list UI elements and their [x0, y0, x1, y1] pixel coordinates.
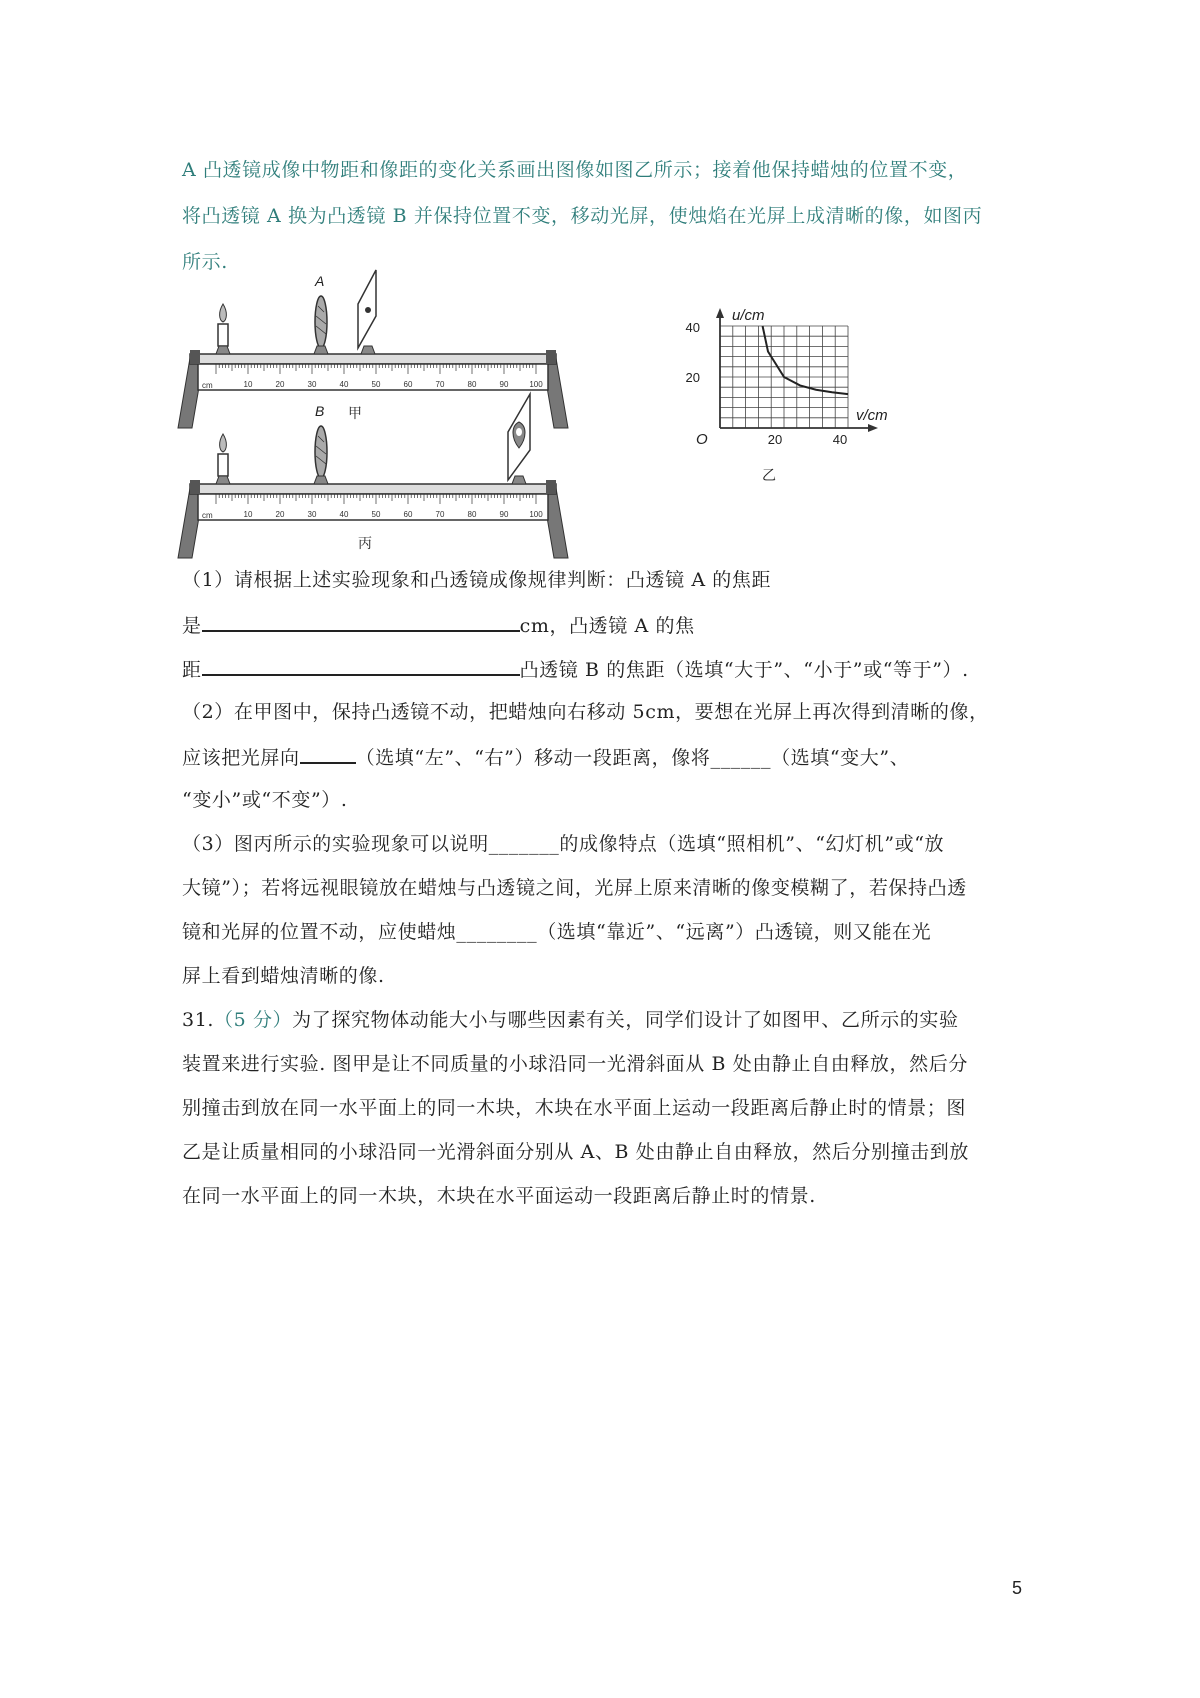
ruler-jia-tick-label: 50	[371, 380, 381, 389]
page-number: 5	[1012, 1578, 1023, 1598]
caption-jia: 甲	[348, 405, 362, 421]
ruler-unit-jia: cm	[202, 381, 213, 390]
intro-line-2: 将凸透镜 A 换为凸透镜 B 并保持位置不变，移动光屏，使烛焰在光屏上成清晰的像，如图丙	[182, 205, 983, 227]
q31-number: 31.	[182, 1009, 215, 1031]
caption-bing: 丙	[358, 535, 372, 551]
graph-yi	[686, 307, 888, 483]
ruler-jia-tick-label: 90	[499, 380, 509, 389]
q3-line-3: 镜和光屏的位置不动，应使蜡烛________（选填“靠近”、“远离”）凸透镜，则又能在光	[182, 921, 932, 943]
candle-jia	[216, 304, 230, 354]
ruler-bing-tick-label: 100	[529, 510, 543, 519]
q1-line-2-pre: 是	[182, 615, 202, 637]
screen-jia	[358, 270, 376, 354]
ruler-bing-tick-label: 10	[243, 510, 253, 519]
screen-bing	[508, 394, 530, 484]
ruler-jia-tick-label: 60	[403, 380, 413, 389]
q1-line-2	[182, 612, 695, 638]
intro-line-3: 所示.	[182, 251, 228, 273]
q1-line-3-post: 凸透镜 B 的焦距（选填“大于”、“小于”或“等于”）.	[519, 659, 969, 681]
ruler-bing-tick-label: 90	[499, 510, 509, 519]
x-tick-40: 40	[832, 432, 848, 447]
origin-label: O	[696, 431, 708, 448]
lens-a	[314, 273, 328, 354]
x-tick-20: 20	[767, 432, 783, 447]
ruler-bing-tick-label: 60	[403, 510, 413, 519]
q2-line-3: “变小”或“不变”）.	[182, 789, 348, 811]
ruler-jia-tick-label: 30	[307, 380, 317, 389]
y-axis-label: u/cm	[732, 307, 765, 324]
ruler-unit-bing: cm	[202, 511, 213, 520]
q31-line-4: 乙是让质量相同的小球沿同一光滑斜面分别从 A、B 处由静止自由释放，然后分别撞击到放	[182, 1141, 969, 1163]
optical-bench-bing	[178, 394, 568, 558]
lens-b	[314, 403, 328, 484]
q2-line-1: （2）在甲图中，保持凸透镜不动，把蜡烛向右移动 5cm，要想在光屏上再次得到清晰的像，	[182, 701, 989, 723]
q31-line-1	[182, 1008, 959, 1032]
x-axis-label: v/cm	[856, 407, 888, 424]
ruler-jia-tick-label: 20	[275, 380, 285, 389]
q31-points: （5 分）	[214, 1009, 293, 1031]
ruler-bing-tick-label: 30	[307, 510, 317, 519]
q3-line-4: 屏上看到蜡烛清晰的像.	[182, 965, 385, 987]
ruler-jia-tick-label: 100	[529, 380, 543, 389]
q3-line-2: 大镜”）；若将远视眼镜放在蜡烛与凸透镜之间，光屏上原来清晰的像变模糊了，若保持凸透	[182, 877, 967, 899]
q1-line-2-post: cm，凸透镜 A 的焦	[519, 615, 695, 637]
q1-line-3-pre: 距	[182, 659, 202, 681]
q31-line-5: 在同一水平面上的同一木块，木块在水平面运动一段距离后静止时的情景.	[182, 1185, 816, 1207]
q2-line-2-pre: 应该把光屏向	[182, 747, 300, 769]
lens-a-label: A	[315, 273, 325, 289]
q1-blank-compare[interactable]	[202, 656, 520, 676]
ruler-jia-tick-label: 40	[339, 380, 349, 389]
optical-bench-jia	[178, 270, 568, 428]
y-tick-40: 40	[685, 320, 700, 335]
q1-line-1: （1）请根据上述实验现象和凸透镜成像规律判断：凸透镜 A 的焦距	[182, 569, 772, 591]
ruler-jia-tick-label: 80	[467, 380, 477, 389]
q31-line-2: 装置来进行实验. 图甲是让不同质量的小球沿同一光滑斜面从 B 处由静止自由释放，然后分	[182, 1053, 968, 1075]
q2-line-2-post: （选填“左”、“右”）移动一段距离，像将______（选填“变大”、	[355, 747, 910, 769]
q1-line-3	[182, 656, 969, 682]
ruler-bing-tick-label: 40	[339, 510, 349, 519]
experiment-figure	[180, 273, 1020, 608]
ruler-jia-tick-label: 10	[243, 380, 253, 389]
q3-line-1: （3）图丙所示的实验现象可以说明_______的成像特点（选填“照相机”、“幻灯机”或“放	[182, 833, 945, 855]
ruler-jia-tick-label: 70	[435, 380, 445, 389]
candle-bing	[216, 434, 230, 484]
ruler-bing-tick-label: 50	[371, 510, 381, 519]
q1-blank-focal-a[interactable]	[202, 612, 520, 632]
caption-yi: 乙	[762, 467, 776, 483]
q31-line-3: 别撞击到放在同一水平面上的同一木块，木块在水平面上运动一段距离后静止时的情景；图	[182, 1097, 967, 1119]
ruler-bing-tick-label: 20	[275, 510, 285, 519]
intro-line-1: A 凸透镜成像中物距和像距的变化关系画出图像如图乙所示；接着他保持蜡烛的位置不变，	[182, 159, 968, 181]
q31-line-1-rest: 为了探究物体动能大小与哪些因素有关，同学们设计了如图甲、乙所示的实验	[292, 1009, 959, 1031]
q2-line-2	[182, 744, 909, 770]
lens-b-label: B	[315, 403, 325, 419]
ruler-bing-tick-label: 70	[435, 510, 445, 519]
q2-blank-direction[interactable]	[300, 744, 356, 764]
y-tick-20: 20	[685, 370, 700, 385]
ruler-bing-tick-label: 80	[467, 510, 477, 519]
